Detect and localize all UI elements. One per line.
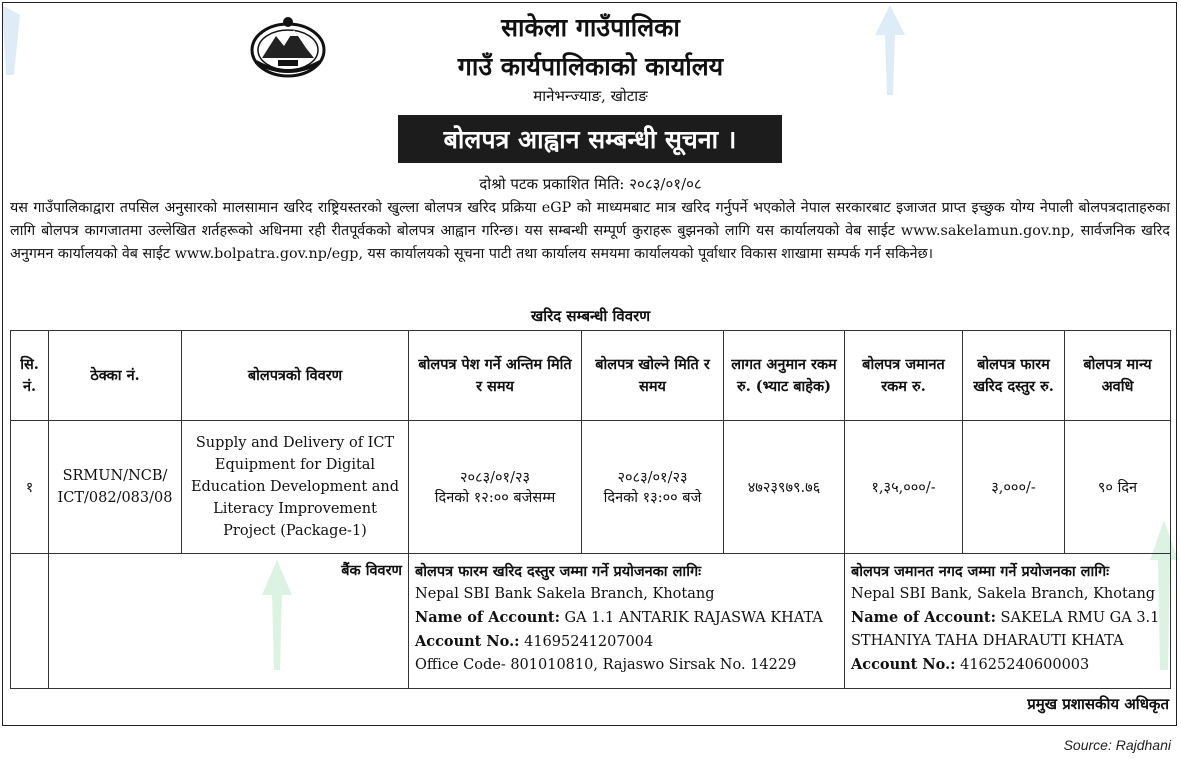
header-form-fee: बोलपत्र फारम खरिद दस्तुर रु.: [963, 331, 1065, 421]
table-caption: खरिद सम्बन्धी विवरण: [530, 307, 651, 325]
header-validity: बोलपत्र मान्य अवधि: [1065, 331, 1171, 421]
cell-opening: [582, 421, 724, 554]
bank-form-fee: [409, 554, 845, 689]
office-name: साकेला गाउँपालिका: [501, 13, 680, 42]
cell-bid-security: १,३५,०००/-: [845, 421, 963, 554]
source-credit: Source: Rajdhani: [1063, 737, 1171, 753]
form-fee-account-name: Name of Account: GA 1.1 ANTARIK RAJASWA KHATA: [415, 609, 823, 626]
cell-contract-no: SRMUN/NCB/ ICT/082/083/08: [49, 421, 182, 554]
form-fee-account-no: Account No.: 41695241207004: [415, 633, 654, 650]
security-bank: Nepal SBI Bank, Sakela Branch, Khotang: [851, 586, 1156, 602]
bank-details-row: [11, 554, 1171, 689]
cell-validity: ९० दिन: [1065, 421, 1171, 554]
office-subtitle: गाउँ कार्यपालिकाको कार्यालय: [457, 52, 724, 81]
table-row: [11, 421, 1171, 554]
submission-date: २०८३/०१/२३: [459, 470, 531, 486]
opening-time: दिनको १३:०० बजे: [603, 490, 702, 506]
publish-date: दोश्रो पटक प्रकाशित मिति: २०८३/०१/०८: [479, 175, 702, 193]
submission-time: दिनको १२:०० बजेसम्म: [434, 490, 556, 506]
office-address: मानेभन्ज्याङ, खोटाङ: [533, 87, 648, 105]
notice-body: यस गाउँपालिकाद्वारा तपसिल अनुसारको मालसामान खरिद राष्ट्रियस्तरको खुल्ला बोलपत्र खरिद प्रक्रिया eGP को माध्यमबाट मात्र खरिद गर्नुपर्ने भएकोले नेपाल सरकारबाट इजाजत प्राप्त इच्छुक योग्य नेपाली बोलपत्रदाताहरुका लागि बोलपत्र कागजातमा उल्लेखित शर्तहरूको अधिनमा रही रीतपूर्वकको बोलपत्र आह्वान गरिन्छ। यस सम्बन्धी सम्पूर्ण कुराहरू बुझनको लागि यस कार्यालयको वेब साईट www.sakelamun.gov.np, सार्वजनिक खरिद अनुगमन कार्यालयको वेब साईट www.bolpatra.gov.np/egp, यस कार्यालयको सूचना पाटी तथा कार्यालय समयमा कार्यालयको पूर्वाधार विकास शाखामा सम्पर्क गर्न सकिनेछ।: [10, 200, 1170, 262]
header-cost-estimate: लागत अनुमान रकम रु. (भ्याट बाहेक): [724, 331, 845, 421]
signatory: प्रमुख प्रशासकीय अधिकृत: [1027, 695, 1169, 713]
security-heading: बोलपत्र जमानत नगद जम्मा गर्ने प्रयोजनका लागिः: [851, 563, 1110, 580]
form-fee-bank: Nepal SBI Bank Sakela Branch, Khotang: [415, 586, 715, 602]
cell-form-fee: ३,०००/-: [963, 421, 1065, 554]
table-header-row: [11, 331, 1171, 421]
opening-date: २०८३/०१/२३: [617, 470, 688, 486]
header-bid-security: बोलपत्र जमानत रकम रु.: [845, 331, 963, 421]
header-description: बोलपत्रको विवरण: [182, 331, 409, 421]
cell-cost-estimate: ४७२३९७९.७६: [724, 421, 845, 554]
security-account-name: Name of Account: SAKELA RMU GA 3.1: [851, 609, 1160, 626]
bank-security: [845, 554, 1171, 689]
procurement-table: [10, 330, 1171, 689]
form-fee-heading: बोलपत्र फारम खरिद दस्तुर जम्मा गर्ने प्रयोजनका लागिः: [415, 563, 702, 580]
security-account-no: Account No.: 41625240600003: [851, 656, 1090, 673]
cell-sn: १: [11, 421, 49, 554]
bank-empty-cell: [11, 554, 49, 689]
cell-description: Supply and Delivery of ICT Equipment for Digital Education Development and Literacy Improvement Project (Package-1): [182, 421, 409, 554]
bank-label: बैंक विवरण: [49, 554, 409, 689]
notice-title: बोलपत्र आह्वान सम्बन्धी सूचना ।: [398, 115, 782, 163]
header-submission-deadline: बोलपत्र पेश गर्ने अन्तिम मिति र समय: [409, 331, 582, 421]
header-opening-date: बोलपत्र खोल्ने मिति र समय: [582, 331, 724, 421]
header-contract-no: ठेक्का नं.: [49, 331, 182, 421]
form-fee-office-code: Office Code- 801010810, Rajaswo Sirsak No. 14229: [415, 657, 797, 673]
cell-submission: [409, 421, 582, 554]
header-sn: सि. नं.: [11, 331, 49, 421]
security-account-name-cont: STHANIYA TAHA DHARAUTI KHATA: [851, 633, 1124, 649]
